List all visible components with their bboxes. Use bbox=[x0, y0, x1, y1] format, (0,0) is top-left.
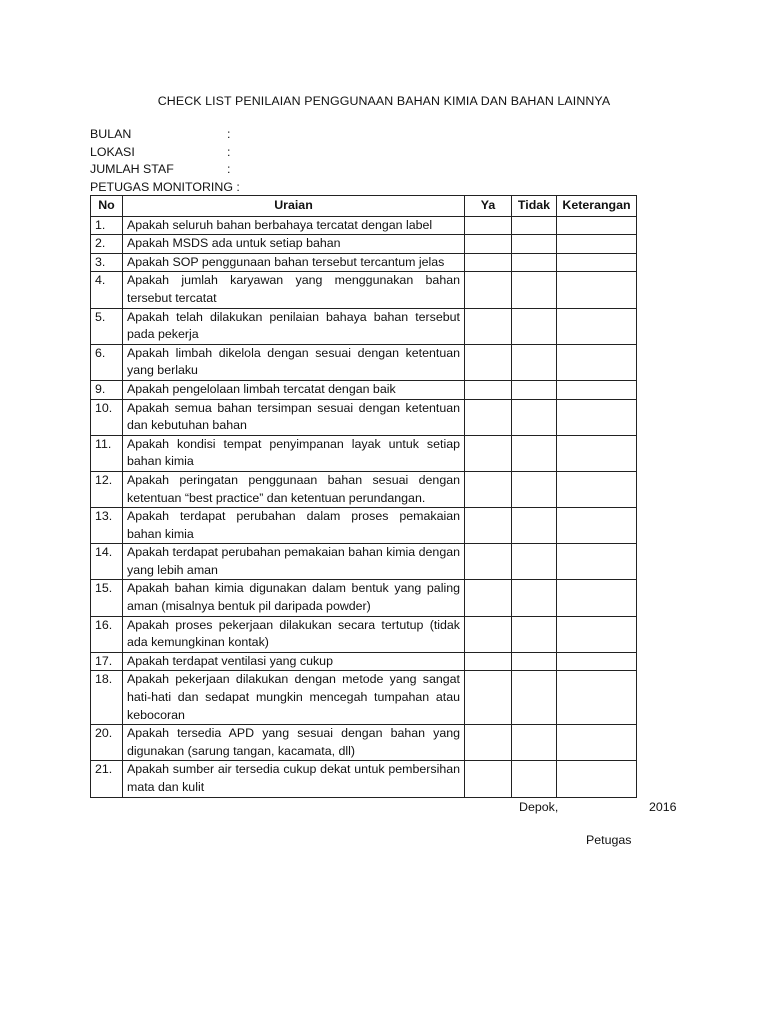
tidak-cell[interactable] bbox=[512, 471, 557, 507]
header-tidak: Tidak bbox=[512, 196, 557, 217]
field-separator: : bbox=[227, 127, 231, 141]
table-row bbox=[91, 235, 637, 254]
ya-cell[interactable] bbox=[465, 761, 512, 797]
row-description: Apakah SOP penggunaan bahan tersebut tercantum jelas bbox=[123, 253, 465, 272]
tidak-cell[interactable] bbox=[512, 508, 557, 544]
signature-role: Petugas bbox=[586, 833, 632, 847]
field-separator: : bbox=[227, 144, 231, 159]
ya-cell[interactable] bbox=[465, 725, 512, 761]
header-keterangan: Keterangan bbox=[557, 196, 637, 217]
tidak-cell[interactable] bbox=[512, 253, 557, 272]
ya-cell[interactable] bbox=[465, 216, 512, 235]
table-row bbox=[91, 216, 637, 235]
field-separator: : bbox=[227, 162, 231, 177]
ya-cell[interactable] bbox=[465, 253, 512, 272]
row-description: Apakah limbah dikelola dengan sesuai dengan ketentuan yang berlaku bbox=[123, 344, 465, 380]
keterangan-cell[interactable] bbox=[557, 761, 637, 797]
row-number: 11. bbox=[91, 435, 123, 471]
table-row bbox=[91, 616, 637, 652]
table-row bbox=[91, 399, 637, 435]
tidak-cell[interactable] bbox=[512, 308, 557, 344]
header-ya: Ya bbox=[465, 196, 512, 217]
keterangan-cell[interactable] bbox=[557, 616, 637, 652]
row-description: Apakah tersedia APD yang sesuai dengan bahan yang digunakan (sarung tangan, kacamata, dll) bbox=[123, 725, 465, 761]
row-number: 6. bbox=[91, 344, 123, 380]
field-jumlah-staf bbox=[90, 161, 230, 179]
row-description: Apakah sumber air tersedia cukup dekat untuk pembersihan mata dan kulit bbox=[123, 761, 465, 797]
tidak-cell[interactable] bbox=[512, 671, 557, 725]
row-description: Apakah seluruh bahan berbahaya tercatat dengan label bbox=[123, 216, 465, 235]
row-number: 15. bbox=[91, 580, 123, 616]
keterangan-cell[interactable] bbox=[557, 344, 637, 380]
row-number: 14. bbox=[91, 544, 123, 580]
field-label: JUMLAH STAF bbox=[90, 162, 174, 177]
field-bulan bbox=[90, 126, 230, 144]
row-number: 18. bbox=[91, 671, 123, 725]
field-lokasi bbox=[90, 144, 230, 162]
keterangan-cell[interactable] bbox=[557, 216, 637, 235]
row-description: Apakah proses pekerjaan dilakukan secara tertutup (tidak ada kemungkinan kontak) bbox=[123, 616, 465, 652]
keterangan-cell[interactable] bbox=[557, 580, 637, 616]
keterangan-cell[interactable] bbox=[557, 544, 637, 580]
ya-cell[interactable] bbox=[465, 435, 512, 471]
row-description: Apakah peringatan penggunaan bahan sesuai dengan ketentuan “best practice” dan ketentuan perundangan. bbox=[123, 471, 465, 507]
table-row bbox=[91, 471, 637, 507]
checklist-body bbox=[91, 216, 637, 797]
table-row bbox=[91, 272, 637, 308]
tidak-cell[interactable] bbox=[512, 652, 557, 671]
keterangan-cell[interactable] bbox=[557, 508, 637, 544]
row-number: 9. bbox=[91, 380, 123, 399]
tidak-cell[interactable] bbox=[512, 435, 557, 471]
keterangan-cell[interactable] bbox=[557, 380, 637, 399]
table-row bbox=[91, 671, 637, 725]
field-label: PETUGAS MONITORING : bbox=[90, 179, 240, 194]
table-row bbox=[91, 580, 637, 616]
signature-place: Depok, bbox=[519, 800, 559, 814]
ya-cell[interactable] bbox=[465, 380, 512, 399]
tidak-cell[interactable] bbox=[512, 380, 557, 399]
tidak-cell[interactable] bbox=[512, 216, 557, 235]
field-label: BULAN bbox=[90, 127, 132, 141]
row-number: 21. bbox=[91, 761, 123, 797]
tidak-cell[interactable] bbox=[512, 725, 557, 761]
field-petugas-monitoring bbox=[90, 179, 240, 197]
row-number: 13. bbox=[91, 508, 123, 544]
row-description: Apakah kondisi tempat penyimpanan layak untuk setiap bahan kimia bbox=[123, 435, 465, 471]
ya-cell[interactable] bbox=[465, 616, 512, 652]
header-no: No bbox=[91, 196, 123, 217]
table-row bbox=[91, 308, 637, 344]
row-number: 20. bbox=[91, 725, 123, 761]
row-number: 2. bbox=[91, 235, 123, 254]
ya-cell[interactable] bbox=[465, 508, 512, 544]
keterangan-cell[interactable] bbox=[557, 308, 637, 344]
row-number: 3. bbox=[91, 253, 123, 272]
table-row bbox=[91, 652, 637, 671]
row-description: Apakah terdapat ventilasi yang cukup bbox=[123, 652, 465, 671]
row-description: Apakah semua bahan tersimpan sesuai dengan ketentuan dan kebutuhan bahan bbox=[123, 399, 465, 435]
row-number: 17. bbox=[91, 652, 123, 671]
table-row bbox=[91, 435, 637, 471]
ya-cell[interactable] bbox=[465, 671, 512, 725]
keterangan-cell[interactable] bbox=[557, 471, 637, 507]
ya-cell[interactable] bbox=[465, 399, 512, 435]
tidak-cell[interactable] bbox=[512, 616, 557, 652]
row-number: 10. bbox=[91, 399, 123, 435]
keterangan-cell[interactable] bbox=[557, 253, 637, 272]
field-label: LOKASI bbox=[90, 144, 135, 159]
tidak-cell[interactable] bbox=[512, 344, 557, 380]
row-description: Apakah pengelolaan limbah tercatat dengan baik bbox=[123, 380, 465, 399]
checklist-table bbox=[90, 195, 637, 798]
tidak-cell[interactable] bbox=[512, 544, 557, 580]
ya-cell[interactable] bbox=[465, 308, 512, 344]
tidak-cell[interactable] bbox=[512, 580, 557, 616]
ya-cell[interactable] bbox=[465, 471, 512, 507]
ya-cell[interactable] bbox=[465, 272, 512, 308]
row-description: Apakah terdapat perubahan pemakaian bahan kimia dengan yang lebih aman bbox=[123, 544, 465, 580]
row-number: 12. bbox=[91, 471, 123, 507]
row-number: 4. bbox=[91, 272, 123, 308]
row-description: Apakah MSDS ada untuk setiap bahan bbox=[123, 235, 465, 254]
ya-cell[interactable] bbox=[465, 580, 512, 616]
ya-cell[interactable] bbox=[465, 652, 512, 671]
row-description: Apakah terdapat perubahan dalam proses pemakaian bahan kimia bbox=[123, 508, 465, 544]
table-row bbox=[91, 544, 637, 580]
keterangan-cell[interactable] bbox=[557, 652, 637, 671]
header-uraian: Uraian bbox=[123, 196, 465, 217]
tidak-cell[interactable] bbox=[512, 761, 557, 797]
document-title: CHECK LIST PENILAIAN PENGGUNAAN BAHAN KIMIA DAN BAHAN LAINNYA bbox=[157, 94, 611, 108]
row-description: Apakah jumlah karyawan yang menggunakan bahan tersebut tercatat bbox=[123, 272, 465, 308]
table-row bbox=[91, 761, 637, 797]
row-description: Apakah pekerjaan dilakukan dengan metode yang sangat hati-hati dan sedapat mungkin mencegah tumpahan atau kebocoran bbox=[123, 671, 465, 725]
table-row bbox=[91, 380, 637, 399]
row-number: 5. bbox=[91, 308, 123, 344]
keterangan-cell[interactable] bbox=[557, 235, 637, 254]
keterangan-cell[interactable] bbox=[557, 272, 637, 308]
keterangan-cell[interactable] bbox=[557, 399, 637, 435]
row-number: 1. bbox=[91, 216, 123, 235]
tidak-cell[interactable] bbox=[512, 272, 557, 308]
ya-cell[interactable] bbox=[465, 344, 512, 380]
tidak-cell[interactable] bbox=[512, 399, 557, 435]
table-row bbox=[91, 508, 637, 544]
table-row bbox=[91, 253, 637, 272]
row-number: 16. bbox=[91, 616, 123, 652]
keterangan-cell[interactable] bbox=[557, 725, 637, 761]
tidak-cell[interactable] bbox=[512, 235, 557, 254]
ya-cell[interactable] bbox=[465, 544, 512, 580]
keterangan-cell[interactable] bbox=[557, 435, 637, 471]
ya-cell[interactable] bbox=[465, 235, 512, 254]
keterangan-cell[interactable] bbox=[557, 671, 637, 725]
table-row bbox=[91, 344, 637, 380]
header-fields bbox=[90, 126, 240, 196]
table-row bbox=[91, 725, 637, 761]
signature-year: 2016 bbox=[649, 800, 677, 814]
row-description: Apakah bahan kimia digunakan dalam bentuk yang paling aman (misalnya bentuk pil daripada powder) bbox=[123, 580, 465, 616]
row-description: Apakah telah dilakukan penilaian bahaya bahan tersebut pada pekerja bbox=[123, 308, 465, 344]
table-header-row bbox=[91, 196, 637, 217]
